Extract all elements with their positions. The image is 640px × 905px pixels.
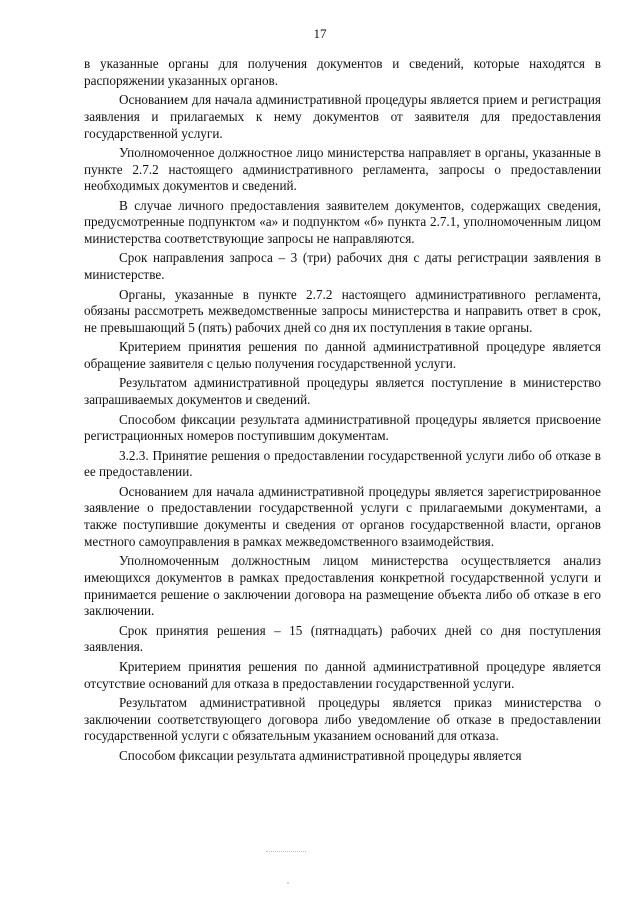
page-number: 17 (313, 26, 327, 41)
paragraph: Критерием принятия решения по данной административной процедуре является обращение заявителя с целью получения государственной услуги. (84, 339, 601, 372)
paragraph: Способом фиксации результата административной процедуры является присвоение регистрационных номеров поступившим документам. (84, 411, 601, 444)
paragraph: Срок принятия решения – 15 (пятнадцать) рабочих дней со дня поступления заявления. (84, 622, 601, 655)
paragraph: Органы, указанные в пункте 2.7.2 настоящего административного регламента, обязаны рассмотреть межведомственные запросы министерства и направить ответ в срок, не превышающий 5 (пять) рабочих дней со дня их поступления в такие органы. (84, 286, 601, 335)
paragraph: Уполномоченным должностным лицом министерства осуществляется анализ имеющихся документов в рамках предоставления конкретной государственной услуги и принимается решение о заключении договора на размещение объекта либо об отказе в его заключении. (84, 553, 601, 619)
paragraph: Критерием принятия решения по данной административной процедуре является отсутствие оснований для отказа в предоставлении государственной услуги. (84, 658, 601, 691)
paragraph: Результатом административной процедуры является приказ министерства о заключении соответствующего договора либо уведомление об отказе в предоставлении государственной услуги с обязательным указанием оснований для отказа. (84, 694, 601, 744)
paragraph: Результатом административной процедуры является поступление в министерство запрашиваемых документов и сведений. (84, 375, 601, 408)
paragraph-continuation: в указанные органы для получения документов и сведений, которые находятся в распоряжении указанных органов. (84, 56, 601, 88)
document-body (84, 56, 601, 767)
paragraph: Основанием для начала административной процедуры является прием и регистрация заявления и прилагаемых к нему документов от заявителя для предоставления государственной услуги. (84, 92, 601, 141)
paragraph: Срок направления запроса – 3 (три) рабочих дня с даты регистрации заявления в министерстве. (84, 250, 601, 283)
paragraph: Уполномоченное должностное лицо министерства направляет в органы, указанные в пункте 2.7.2 настоящего административного регламента, запросы о предоставлении необходимых документов и сведений. (84, 144, 601, 194)
paragraph: В случае личного предоставления заявителем документов, содержащих сведения, предусмотренные подпунктом «а» и подпунктом «б» пункта 2.7.1, уполномоченным лицом министерства соответствующие запросы не направляются. (84, 197, 601, 247)
scan-artifact (266, 851, 306, 856)
scan-artifact-dot (287, 882, 289, 884)
paragraph-truncated: Способом фиксации результата административной процедуры является (119, 747, 522, 763)
section-heading: 3.2.3. Принятие решения о предоставлении государственной услуги либо об отказе в ее предоставлении. (84, 447, 601, 480)
paragraph: Основанием для начала административной процедуры является зарегистрированное заявление о предоставлении государственной услуги с прилагаемыми документами, а также поступившие документы и сведения от органов государственной власти, органов местного самоуправления в рамках межведомственного взаимодействия. (84, 483, 601, 549)
